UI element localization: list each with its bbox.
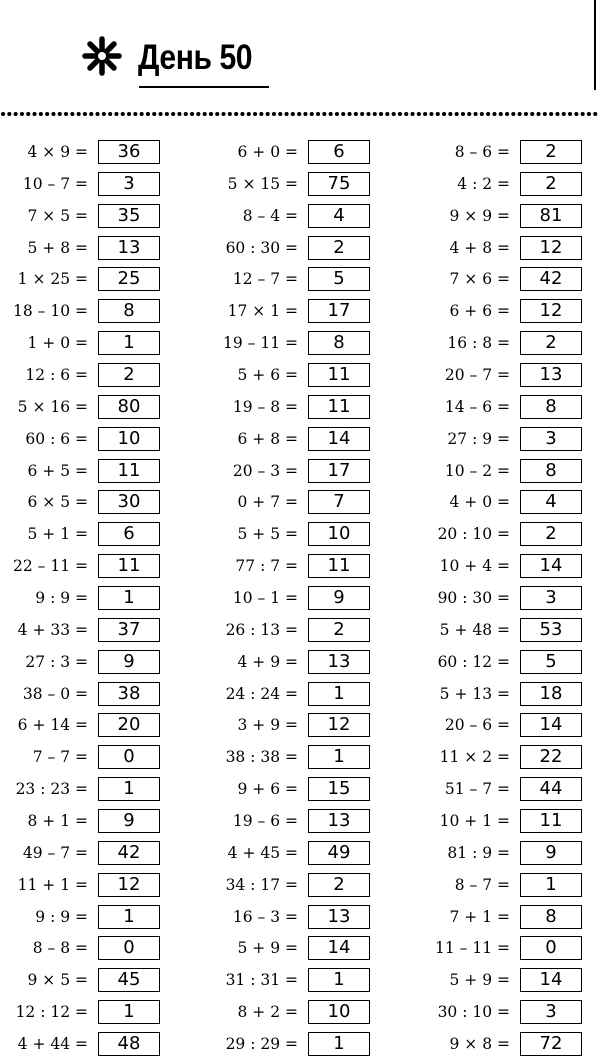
exercise-expression: 24 : 24 = <box>225 684 298 703</box>
answer-box: 36 <box>98 140 160 164</box>
exercise-expression: 8 – 8 = <box>32 939 88 958</box>
exercise-expression: 4 + 45 = <box>227 843 298 862</box>
answer-box: 8 <box>520 459 582 483</box>
exercise-row <box>422 584 599 616</box>
answer-box: 48 <box>98 1032 160 1056</box>
answer-box: 1 <box>98 331 160 355</box>
exercise-expression: 9 + 6 = <box>237 780 298 799</box>
exercise-expression: 4 : 2 = <box>457 174 510 193</box>
exercise-expression: 7 + 1 = <box>449 907 510 926</box>
answer-box: 8 <box>520 395 582 419</box>
exercise-expression: 5 + 5 = <box>237 525 298 544</box>
answer-box: 1 <box>308 682 370 706</box>
answer-box: 25 <box>98 267 160 291</box>
exercise-expression: 11 – 11 = <box>435 939 510 958</box>
exercise-expression: 49 – 7 = <box>22 843 88 862</box>
answer-box: 13 <box>308 809 370 833</box>
exercise-expression: 17 × 1 = <box>227 302 298 321</box>
exercise-expression: 20 : 10 = <box>437 525 510 544</box>
exercise-expression: 9 : 9 = <box>35 907 88 926</box>
exercise-expression: 60 : 30 = <box>225 238 298 257</box>
exercise-expression: 4 + 8 = <box>449 238 510 257</box>
answer-box: 75 <box>308 172 370 196</box>
exercise-row <box>0 743 190 775</box>
exercise-expression: 7 – 7 = <box>32 748 88 767</box>
answer-box: 13 <box>308 905 370 929</box>
exercise-expression: 5 × 16 = <box>17 397 88 416</box>
exercise-expression: 20 – 3 = <box>232 461 298 480</box>
exercise-row <box>0 807 190 839</box>
answer-box: 30 <box>98 490 160 514</box>
answer-box: 2 <box>308 236 370 260</box>
exercise-row <box>0 584 190 616</box>
exercise-expression: 38 : 38 = <box>225 748 298 767</box>
exercise-row <box>210 170 400 202</box>
exercise-expression: 31 : 31 = <box>225 971 298 990</box>
exercise-expression: 4 × 9 = <box>27 143 88 161</box>
answer-box: 10 <box>308 522 370 546</box>
exercise-row <box>210 711 400 743</box>
exercise-row <box>210 202 400 234</box>
answer-box: 1 <box>98 777 160 801</box>
exercise-row <box>0 680 190 712</box>
answer-box: 11 <box>98 459 160 483</box>
exercise-expression: 22 – 11 = <box>13 557 88 576</box>
answer-box: 38 <box>98 682 160 706</box>
answer-box: 9 <box>520 841 582 865</box>
answer-box: 44 <box>520 777 582 801</box>
exercise-row <box>422 807 599 839</box>
answer-box: 20 <box>98 713 160 737</box>
exercise-row <box>210 871 400 903</box>
exercise-expression: 3 + 9 = <box>237 716 298 735</box>
exercise-expression: 81 : 9 = <box>447 843 510 862</box>
exercise-expression: 19 – 11 = <box>223 334 298 353</box>
answer-box: 42 <box>98 841 160 865</box>
answer-box: 15 <box>308 777 370 801</box>
exercise-expression: 7 × 6 = <box>449 270 510 289</box>
exercise-row <box>210 234 400 266</box>
exercise-expression: 6 + 5 = <box>27 461 88 480</box>
exercise-row <box>0 871 190 903</box>
exercise-column-3 <box>422 138 599 1062</box>
exercise-expression: 9 × 5 = <box>27 971 88 990</box>
answer-box: 7 <box>308 490 370 514</box>
answer-box: 0 <box>98 745 160 769</box>
answer-box: 11 <box>98 554 160 578</box>
exercise-row <box>0 297 190 329</box>
exercise-row <box>210 1030 400 1062</box>
answer-box: 2 <box>520 522 582 546</box>
answer-box: 2 <box>308 873 370 897</box>
exercise-row <box>422 520 599 552</box>
answer-box: 72 <box>520 1032 582 1056</box>
exercise-expression: 5 + 8 = <box>27 238 88 257</box>
exercise-row <box>0 265 190 297</box>
exercise-row <box>0 202 190 234</box>
exercise-row <box>210 329 400 361</box>
answer-box: 2 <box>98 363 160 387</box>
exercise-row <box>210 934 400 966</box>
answer-box: 2 <box>520 140 582 164</box>
exercise-row <box>422 871 599 903</box>
exercise-expression: 12 : 6 = <box>25 366 88 385</box>
answer-box: 80 <box>98 395 160 419</box>
answer-box: 17 <box>308 299 370 323</box>
answer-box: 17 <box>308 459 370 483</box>
exercise-row <box>422 393 599 425</box>
exercise-row <box>422 775 599 807</box>
answer-box: 11 <box>308 363 370 387</box>
exercise-row <box>422 297 599 329</box>
answer-box: 1 <box>98 586 160 610</box>
exercise-row <box>0 711 190 743</box>
exercise-expression: 6 + 0 = <box>237 143 298 161</box>
exercise-expression: 10 + 1 = <box>439 812 510 831</box>
answer-box: 14 <box>520 713 582 737</box>
exercise-expression: 7 × 5 = <box>27 206 88 225</box>
answer-box: 6 <box>308 140 370 164</box>
exercise-expression: 27 : 3 = <box>25 652 88 671</box>
answer-box: 8 <box>98 299 160 323</box>
exercise-expression: 12 : 12 = <box>15 1003 88 1022</box>
answer-box: 9 <box>308 586 370 610</box>
exercise-expression: 60 : 6 = <box>25 429 88 448</box>
exercise-expression: 9 × 8 = <box>449 1035 510 1054</box>
answer-box: 14 <box>308 936 370 960</box>
exercise-expression: 16 – 3 = <box>232 907 298 926</box>
answer-box: 13 <box>98 236 160 260</box>
exercise-row <box>0 616 190 648</box>
answer-box: 13 <box>520 363 582 387</box>
exercise-row <box>422 552 599 584</box>
exercise-row <box>210 297 400 329</box>
exercise-row <box>0 520 190 552</box>
exercise-expression: 5 + 9 = <box>449 971 510 990</box>
answer-box: 35 <box>98 204 160 228</box>
answer-box: 3 <box>520 1000 582 1024</box>
answer-box: 2 <box>308 618 370 642</box>
exercise-row <box>422 170 599 202</box>
exercise-expression: 11 + 1 = <box>17 875 88 894</box>
exercise-row <box>210 265 400 297</box>
exercise-expression: 20 – 6 = <box>444 716 510 735</box>
exercise-expression: 51 – 7 = <box>444 780 510 799</box>
exercise-row <box>422 839 599 871</box>
exercise-row <box>0 425 190 457</box>
answer-box: 1 <box>98 905 160 929</box>
answer-box: 45 <box>98 968 160 992</box>
exercise-expression: 9 × 9 = <box>449 206 510 225</box>
exercise-row <box>422 329 599 361</box>
exercise-expression: 4 + 33 = <box>17 620 88 639</box>
exercise-expression: 23 : 23 = <box>15 780 88 799</box>
answer-box: 2 <box>520 331 582 355</box>
exercise-expression: 11 × 2 = <box>439 748 510 767</box>
exercise-row <box>210 425 400 457</box>
exercise-expression: 5 + 9 = <box>237 939 298 958</box>
exercise-row <box>210 648 400 680</box>
answer-box: 3 <box>98 172 160 196</box>
exercise-row <box>422 648 599 680</box>
exercise-row <box>210 903 400 935</box>
answer-box: 53 <box>520 618 582 642</box>
exercise-row <box>422 998 599 1030</box>
exercise-row <box>0 138 190 170</box>
exercise-expression: 6 + 14 = <box>17 716 88 735</box>
exercise-expression: 14 – 6 = <box>444 397 510 416</box>
answer-box: 14 <box>520 968 582 992</box>
answer-box: 12 <box>98 873 160 897</box>
exercise-expression: 5 + 6 = <box>237 366 298 385</box>
answer-box: 1 <box>520 873 582 897</box>
exercise-row <box>422 680 599 712</box>
answer-box: 9 <box>98 809 160 833</box>
exercise-row <box>210 839 400 871</box>
answer-box: 81 <box>520 204 582 228</box>
exercise-expression: 20 – 7 = <box>444 366 510 385</box>
exercise-row <box>0 1030 190 1062</box>
exercise-row <box>210 743 400 775</box>
answer-box: 49 <box>308 841 370 865</box>
exercise-row <box>0 329 190 361</box>
exercise-row <box>422 425 599 457</box>
exercise-expression: 1 + 0 = <box>27 334 88 353</box>
answer-box: 0 <box>98 936 160 960</box>
exercise-row <box>0 457 190 489</box>
title-underline <box>139 86 269 88</box>
exercise-expression: 1 × 25 = <box>17 270 88 289</box>
answer-box: 4 <box>520 490 582 514</box>
exercise-row <box>0 552 190 584</box>
answer-box: 1 <box>98 1000 160 1024</box>
exercise-row <box>210 680 400 712</box>
exercise-expression: 60 : 12 = <box>437 652 510 671</box>
exercise-row <box>0 648 190 680</box>
answer-box: 5 <box>308 267 370 291</box>
exercise-expression: 5 + 48 = <box>439 620 510 639</box>
exercise-row <box>0 488 190 520</box>
exercise-row <box>422 711 599 743</box>
exercise-row <box>0 934 190 966</box>
exercise-row <box>0 966 190 998</box>
exercise-expression: 8 + 2 = <box>237 1003 298 1022</box>
exercise-row <box>210 966 400 998</box>
answer-box: 0 <box>520 936 582 960</box>
dotted-separator <box>0 111 599 117</box>
exercise-expression: 6 + 8 = <box>237 429 298 448</box>
exercise-row <box>210 138 400 170</box>
answer-box: 8 <box>308 331 370 355</box>
exercise-row <box>210 616 400 648</box>
exercise-row <box>422 457 599 489</box>
exercise-expression: 19 – 8 = <box>232 397 298 416</box>
asterisk-ornament-icon <box>82 36 122 76</box>
answer-box: 5 <box>520 650 582 674</box>
exercise-row <box>422 903 599 935</box>
exercise-expression: 18 – 10 = <box>13 302 88 321</box>
exercise-expression: 90 : 30 = <box>437 589 510 608</box>
answer-box: 1 <box>308 745 370 769</box>
exercise-expression: 38 – 0 = <box>22 684 88 703</box>
exercise-row <box>422 1030 599 1062</box>
exercise-row <box>210 552 400 584</box>
exercise-expression: 4 + 44 = <box>17 1035 88 1054</box>
exercise-expression: 5 + 13 = <box>439 684 510 703</box>
answer-box: 11 <box>308 554 370 578</box>
exercise-row <box>0 839 190 871</box>
exercise-row <box>210 457 400 489</box>
exercise-row <box>422 488 599 520</box>
exercise-row <box>422 265 599 297</box>
exercise-row <box>0 775 190 807</box>
answer-box: 1 <box>308 968 370 992</box>
exercise-row <box>210 807 400 839</box>
exercise-row <box>422 234 599 266</box>
answer-box: 22 <box>520 745 582 769</box>
exercise-expression: 26 : 13 = <box>225 620 298 639</box>
exercise-expression: 19 – 6 = <box>232 812 298 831</box>
answer-box: 9 <box>98 650 160 674</box>
exercise-expression: 8 + 1 = <box>27 812 88 831</box>
answer-box: 1 <box>308 1032 370 1056</box>
exercise-row <box>422 966 599 998</box>
exercise-row <box>210 393 400 425</box>
answer-box: 12 <box>308 713 370 737</box>
exercise-expression: 34 : 17 = <box>225 875 298 894</box>
answer-box: 8 <box>520 905 582 929</box>
exercise-expression: 6 + 6 = <box>449 302 510 321</box>
exercise-row <box>0 903 190 935</box>
exercise-row <box>422 361 599 393</box>
exercise-row <box>210 361 400 393</box>
answer-box: 37 <box>98 618 160 642</box>
exercise-expression: 10 – 2 = <box>444 461 510 480</box>
exercise-expression: 77 : 7 = <box>235 557 298 576</box>
answer-box: 10 <box>98 427 160 451</box>
page-edge-line <box>594 0 596 90</box>
exercise-expression: 4 + 0 = <box>449 493 510 512</box>
answer-box: 12 <box>520 299 582 323</box>
exercise-expression: 8 – 7 = <box>454 875 510 894</box>
answer-box: 11 <box>520 809 582 833</box>
exercise-row <box>0 393 190 425</box>
exercise-expression: 9 : 9 = <box>35 589 88 608</box>
exercise-row <box>422 743 599 775</box>
answer-box: 3 <box>520 427 582 451</box>
answer-box: 14 <box>308 427 370 451</box>
exercise-row <box>422 138 599 170</box>
exercise-row <box>422 616 599 648</box>
exercise-row <box>210 584 400 616</box>
exercise-column-2 <box>210 138 400 1062</box>
exercise-column-1 <box>0 138 190 1062</box>
exercise-row <box>210 998 400 1030</box>
exercise-expression: 5 + 1 = <box>27 525 88 544</box>
exercise-expression: 30 : 10 = <box>437 1003 510 1022</box>
exercise-row <box>210 775 400 807</box>
exercise-row <box>422 934 599 966</box>
page-title: День 50 <box>138 38 253 77</box>
answer-box: 6 <box>98 522 160 546</box>
answer-box: 3 <box>520 586 582 610</box>
exercise-row <box>210 520 400 552</box>
answer-box: 4 <box>308 204 370 228</box>
exercise-expression: 4 + 9 = <box>237 652 298 671</box>
exercise-expression: 10 – 7 = <box>22 174 88 193</box>
exercise-expression: 5 × 15 = <box>227 174 298 193</box>
exercise-expression: 27 : 9 = <box>447 429 510 448</box>
exercise-expression: 6 × 5 = <box>27 493 88 512</box>
exercise-row <box>210 488 400 520</box>
exercise-row <box>0 361 190 393</box>
answer-box: 11 <box>308 395 370 419</box>
answer-box: 10 <box>308 1000 370 1024</box>
exercise-expression: 8 – 4 = <box>242 206 298 225</box>
exercise-row <box>0 998 190 1030</box>
answer-box: 18 <box>520 682 582 706</box>
answer-box: 13 <box>308 650 370 674</box>
exercise-expression: 29 : 29 = <box>225 1035 298 1054</box>
answer-box: 42 <box>520 267 582 291</box>
exercise-row <box>0 170 190 202</box>
answer-box: 2 <box>520 172 582 196</box>
exercise-expression: 16 : 8 = <box>447 334 510 353</box>
exercise-expression: 12 – 7 = <box>232 270 298 289</box>
exercise-expression: 10 – 1 = <box>232 589 298 608</box>
exercise-expression: 10 + 4 = <box>439 557 510 576</box>
answer-box: 14 <box>520 554 582 578</box>
exercise-expression: 0 + 7 = <box>237 493 298 512</box>
exercise-expression: 8 – 6 = <box>454 143 510 161</box>
answer-box: 12 <box>520 236 582 260</box>
exercise-row <box>422 202 599 234</box>
exercise-row <box>0 234 190 266</box>
